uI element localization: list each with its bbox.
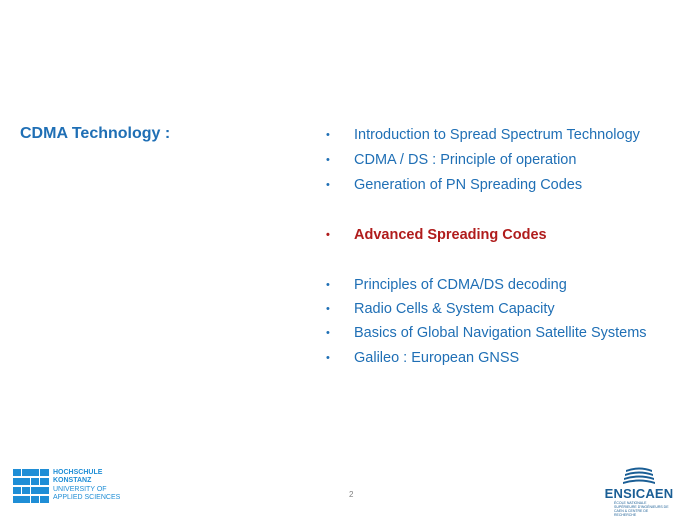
page-number: 2 (349, 490, 354, 499)
agenda-item (326, 348, 519, 368)
agenda-item-label: Galileo : European GNSS (354, 350, 520, 366)
agenda-item-label: Radio Cells & System Capacity (354, 301, 555, 317)
bullet-icon: • (326, 229, 330, 241)
ensicaen-subtitle: ÉCOLE NATIONALE SUPÉRIEURE D'INGÉNIEURS DE CAEN & CENTRE DE RECHERCHE (614, 501, 669, 517)
bullet-icon: • (326, 352, 330, 364)
agenda-item-label: Principles of CDMA/DS decoding (354, 277, 567, 293)
agenda-item (326, 125, 640, 145)
agenda-item (326, 299, 555, 319)
logo-line: UNIVERSITY OF (53, 485, 107, 493)
agenda-item (326, 150, 576, 170)
hochschule-konstanz-logo (13, 469, 123, 503)
agenda-item (326, 323, 647, 343)
ensicaen-wave-logo-icon (622, 466, 656, 486)
bullet-icon: • (326, 154, 330, 166)
bullet-icon: • (326, 179, 330, 191)
hochschule-logo-text (53, 469, 120, 503)
agenda-item (326, 175, 582, 195)
agenda-item-label: CDMA / DS : Principle of operation (354, 152, 577, 168)
bullet-icon: • (326, 303, 330, 315)
agenda-item-active (326, 225, 547, 245)
bullet-icon: • (326, 327, 330, 339)
agenda-item-label: Introduction to Spread Spectrum Technology (354, 127, 640, 143)
bullet-icon: • (326, 129, 330, 141)
logo-line: APPLIED SCIENCES (53, 494, 121, 502)
logo-line: KONSTANZ (53, 477, 92, 485)
agenda-item-label: Advanced Spreading Codes (354, 227, 547, 243)
agenda-item-label: Generation of PN Spreading Codes (354, 177, 583, 193)
agenda-item (326, 275, 567, 295)
bullet-icon: • (326, 279, 330, 291)
agenda-item-label: Basics of Global Navigation Satellite Systems (354, 325, 647, 341)
logo-line: HOCHSCHULE (53, 469, 103, 476)
ensicaen-name: ENSICAEN (604, 486, 674, 501)
ensicaen-logo (600, 466, 678, 517)
hochschule-grid-logo-icon (13, 469, 49, 503)
slide-title: CDMA Technology : (20, 125, 171, 142)
